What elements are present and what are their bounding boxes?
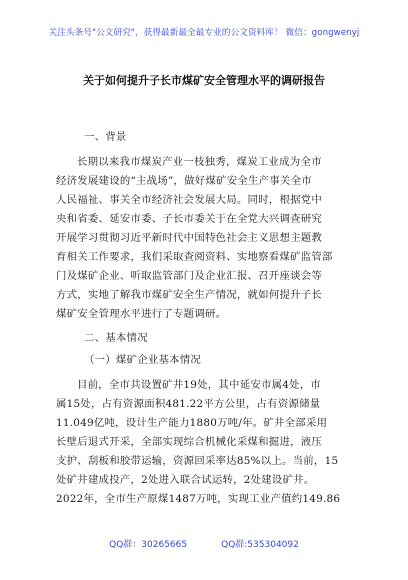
paragraph-line: 煤矿安全管理水平进行了专题调研。 xyxy=(56,308,227,320)
paragraph-line: 开展学习贯彻习近平新时代中国特色社会主义思想主题教 xyxy=(56,232,323,244)
header-banner: 关注头条号"公文研究"，获得最新最全最专业的公文资料库！ 微信：gongwenyj xyxy=(48,28,360,38)
paragraph-line: 育相关工作要求，我们采取查阅资料、实地察看煤矿监管部 xyxy=(56,251,333,263)
paragraph-line: 11.049亿吨，设计生产能力1880万吨/年。矿井全部采用 xyxy=(56,417,328,429)
paragraph-line: 支护、刮板和胶带运输，资源回采率达85%以上。当前，15 xyxy=(56,455,339,467)
paragraph-line: 2022年，全市生产原煤1487万吨，实现工业产值约149.86 xyxy=(56,493,341,505)
footer-contact xyxy=(0,537,408,550)
paragraph-line: 方式，实地了解我市煤矿安全生产情况，就如何提升子长 xyxy=(56,289,323,301)
paragraph-line: 央和省委、延安市委、子长市委关于在全党大兴调查研究 xyxy=(56,213,323,225)
qq-group-left: QQ群：30265665 xyxy=(109,540,188,550)
paragraph-line: 长期以来我市煤炭产业一枝独秀，煤炭工业成为全市 xyxy=(77,156,322,168)
paragraph-line: 处矿井建成投产，2处进入联合试运转，2处建设矿井。 xyxy=(56,474,315,486)
paragraph-line: 门及煤矿企业、听取监管部门及企业汇报、召开座谈会等 xyxy=(56,270,323,282)
section-heading-basic-situation: 二、基本情况 xyxy=(84,332,148,344)
subsection-heading-coal-enterprises: （一）煤矿企业基本情况 xyxy=(84,354,202,366)
qq-group-right: QQ群:535304092 xyxy=(221,540,299,550)
paragraph-line: 长壁后退式开采，全部实现综合机械化采煤和掘进，液压 xyxy=(56,436,323,448)
paragraph-line: 属15处，占有资源面积481.22平方公里，占有资源储量 xyxy=(56,398,321,410)
document-title: 关于如何提升子长市煤矿安全管理水平的调研报告 xyxy=(83,74,325,87)
section-heading-background: 一、背景 xyxy=(84,131,127,143)
paragraph-line: 经济发展建设的“主战场”，做好煤矿安全生产事关全市 xyxy=(56,175,312,187)
paragraph-line: 目前，全市共设置矿井19处，其中延安市属4处，市 xyxy=(77,379,322,391)
paragraph-line: 人民福祉、事关全市经济社会发展大局。同时，根据党中 xyxy=(56,194,323,206)
